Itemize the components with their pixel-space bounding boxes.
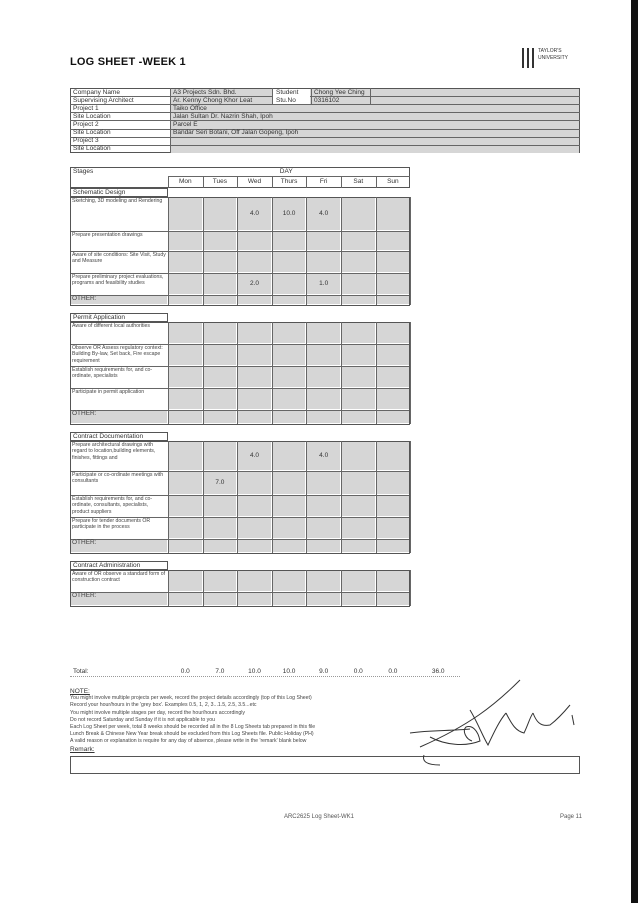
- stage-row-label: Participate or co-ordinate meetings with consultants: [72, 472, 164, 485]
- info-row-line: [70, 104, 580, 105]
- info-label: Site Location: [73, 129, 111, 137]
- stuno-value: 0316102: [314, 96, 340, 104]
- day-total: 0.0: [388, 668, 398, 675]
- info-value: A3 Projects Sdn. Bhd.: [173, 88, 237, 96]
- info-label: Project 3: [73, 137, 99, 145]
- day-header-sat: Sat: [353, 178, 364, 185]
- student-divider: [370, 88, 371, 104]
- col-line: [237, 322, 238, 424]
- info-label: Project 1: [73, 104, 99, 112]
- col-line: [306, 322, 307, 424]
- footer-text: ARC2625 Log Sheet-WK1: [283, 814, 355, 820]
- col-line: [168, 197, 169, 305]
- stage-row-label: Prepare for tender documents OR participate in the process: [72, 518, 151, 531]
- info-label: Site Location: [73, 145, 111, 153]
- info-value: Parcel E: [173, 121, 198, 128]
- day-header-sun: Sun: [387, 178, 399, 185]
- info-value: Taiko Office: [173, 104, 207, 112]
- section-frame: [70, 197, 410, 306]
- hour-value: 7.0: [215, 479, 225, 486]
- note-line: Do not record Saturday and Sunday if it is not applicable to you: [70, 716, 216, 723]
- col-line: [341, 570, 342, 606]
- col-line: [376, 322, 377, 424]
- info-row-line: [70, 129, 580, 130]
- page-number: Page 11: [560, 814, 582, 820]
- scan-edge: [631, 0, 638, 903]
- grand-total: 36.0: [431, 668, 445, 675]
- stage-row-label: Aware of different local authorities: [72, 323, 150, 329]
- stage-row-label: Aware of OR observe a standard form of construction contract: [72, 571, 166, 584]
- info-row-line: [70, 112, 580, 113]
- hour-value: 4.0: [249, 452, 260, 459]
- col-line: [376, 570, 377, 606]
- stage-row-label: Aware of site conditions: Site Visit, Study and Measure: [72, 252, 166, 265]
- page-title: LOG SHEET -WEEK 1: [70, 56, 186, 68]
- hour-value: 4.0: [319, 210, 329, 217]
- col-line: [410, 197, 411, 305]
- col-line: [237, 197, 238, 305]
- student-label: Student: [276, 88, 299, 96]
- hour-value: 10.0: [282, 210, 296, 217]
- crest-icon: [521, 48, 535, 68]
- day-total: 7.0: [215, 668, 225, 675]
- col-line: [237, 570, 238, 606]
- col-line: [203, 197, 204, 305]
- info-value: Ar. Kenny Chong Khor Leat: [173, 96, 253, 104]
- section-frame: [70, 441, 410, 554]
- day-header-tues: Tues: [212, 178, 227, 185]
- col-line: [410, 441, 411, 553]
- stage-row-label: OTHER:: [72, 295, 97, 302]
- info-label: Site Location: [73, 112, 111, 120]
- col-line: [341, 197, 342, 305]
- col-line: [376, 441, 377, 553]
- day-header-mon: Mon: [178, 178, 192, 185]
- info-row-line: [70, 145, 580, 146]
- section-frame: [70, 322, 410, 425]
- stage-row-label: Participate in permit application: [72, 389, 145, 395]
- hour-value: 1.0: [319, 280, 329, 287]
- info-label: Supervising Architect: [73, 96, 134, 104]
- day-header-wed: Wed: [247, 178, 262, 185]
- col-line: [306, 441, 307, 553]
- signature: [400, 675, 600, 770]
- col-line: [341, 322, 342, 424]
- day-label: DAY: [279, 168, 293, 175]
- col-line: [203, 570, 204, 606]
- student-name: Chong Yee Ching: [314, 88, 365, 96]
- stage-row-label: OTHER:: [72, 410, 97, 417]
- col-line: [410, 570, 411, 606]
- stage-row-label: Prepare architectural drawings with regard to location,building elements, finishes, fittings and: [72, 442, 156, 461]
- total-label: Total:: [73, 668, 89, 675]
- day-header-line: [168, 176, 410, 177]
- day-header-fri: Fri: [319, 178, 328, 185]
- col-line: [306, 197, 307, 305]
- note-line: Each Log Sheet per week, total 8 weeks should be recorded all in the 8 Log Sheets tab prepared in this file: [70, 724, 316, 731]
- stage-row-label: Observe OR Assess regulatory context: Building By-law, Set back, Fire escape requirement: [72, 345, 163, 364]
- stage-row-label: Prepare preliminary project evaluations, programs and feasibility studies: [72, 274, 164, 287]
- col-line: [237, 441, 238, 553]
- notes-heading: NOTE:: [70, 688, 90, 695]
- section-frame: [70, 570, 410, 607]
- day-header-thurs: Thurs: [280, 178, 298, 185]
- stage-row-label: Sketching, 3D modeling and Rendering: [72, 198, 163, 204]
- day-total: 10.0: [282, 668, 296, 675]
- stage-row-label: Establish requirements for, and co-ordinate, specialists: [72, 367, 153, 380]
- info-row-line: [70, 120, 580, 121]
- hour-value: 2.0: [249, 280, 260, 287]
- day-total: 0.0: [180, 668, 190, 675]
- stage-row-label: Prepare presentation drawings: [72, 232, 143, 238]
- col-line: [203, 322, 204, 424]
- logo-line-2: UNIVERSITY: [538, 55, 569, 61]
- info-value: Jalan Sultan Dr. Nazrin Shah, Ipoh: [173, 112, 273, 120]
- col-line: [168, 570, 169, 606]
- col-line: [410, 322, 411, 424]
- col-line: [272, 322, 273, 424]
- col-line: [168, 441, 169, 553]
- stage-row-label: Establish requirements for, and co-ordinate, consultants, specialists, product suppliers: [72, 496, 153, 515]
- col-line: [203, 441, 204, 553]
- note-line: Lunch Break & Chinese New Year break should be excluded from this Log Sheets file. Public Holiday (PH): [70, 731, 314, 738]
- section-title: Permit Application: [73, 313, 126, 321]
- stage-row-label: OTHER:: [72, 539, 97, 546]
- stage-row-label: OTHER:: [72, 592, 97, 599]
- col-line: [272, 197, 273, 305]
- col-line: [376, 197, 377, 305]
- col-line: [306, 570, 307, 606]
- section-title: Schematic Design: [73, 188, 126, 196]
- hour-value: 4.0: [319, 452, 329, 459]
- col-line: [272, 441, 273, 553]
- stuno-label: Stu.No: [276, 96, 296, 104]
- logo-line-1: TAYLOR'S: [538, 48, 562, 54]
- col-line: [341, 441, 342, 553]
- university-logo: [521, 44, 581, 74]
- note-line: A valid reason or explanation is require for any day of absence, please write in the 'remark' blank below: [70, 738, 307, 745]
- note-line: Record your hour/hours in the 'grey box'. Examples 0.5, 1, 2, 3...1.5, 2.5, 3.5...etc: [70, 702, 257, 709]
- info-label: Company Name: [73, 88, 120, 96]
- note-line: You might involve multiple stages per day, record the hour/hours accordingly: [70, 709, 246, 716]
- hour-value: 4.0: [249, 210, 260, 217]
- stages-label: Stages: [73, 168, 94, 175]
- col-line: [272, 570, 273, 606]
- info-label: Project 2: [73, 121, 99, 128]
- note-line: You might involve multiple projects per week, record the project details accordingly (top of this Log Sheet): [70, 695, 312, 702]
- day-total: 9.0: [319, 668, 329, 675]
- section-title: Contract Administration: [73, 561, 141, 569]
- day-total: 0.0: [353, 668, 363, 675]
- notes-block: [70, 688, 400, 746]
- info-value: Bandar Seri Botani, Off Jalan Gopeng, Ipoh: [173, 129, 299, 137]
- student-divider: [311, 88, 312, 104]
- info-row-line: [70, 137, 580, 138]
- remark-label: Remark:: [70, 746, 95, 753]
- col-line: [168, 322, 169, 424]
- section-title: Contract Documentation: [73, 432, 144, 440]
- day-total: 10.0: [248, 668, 261, 675]
